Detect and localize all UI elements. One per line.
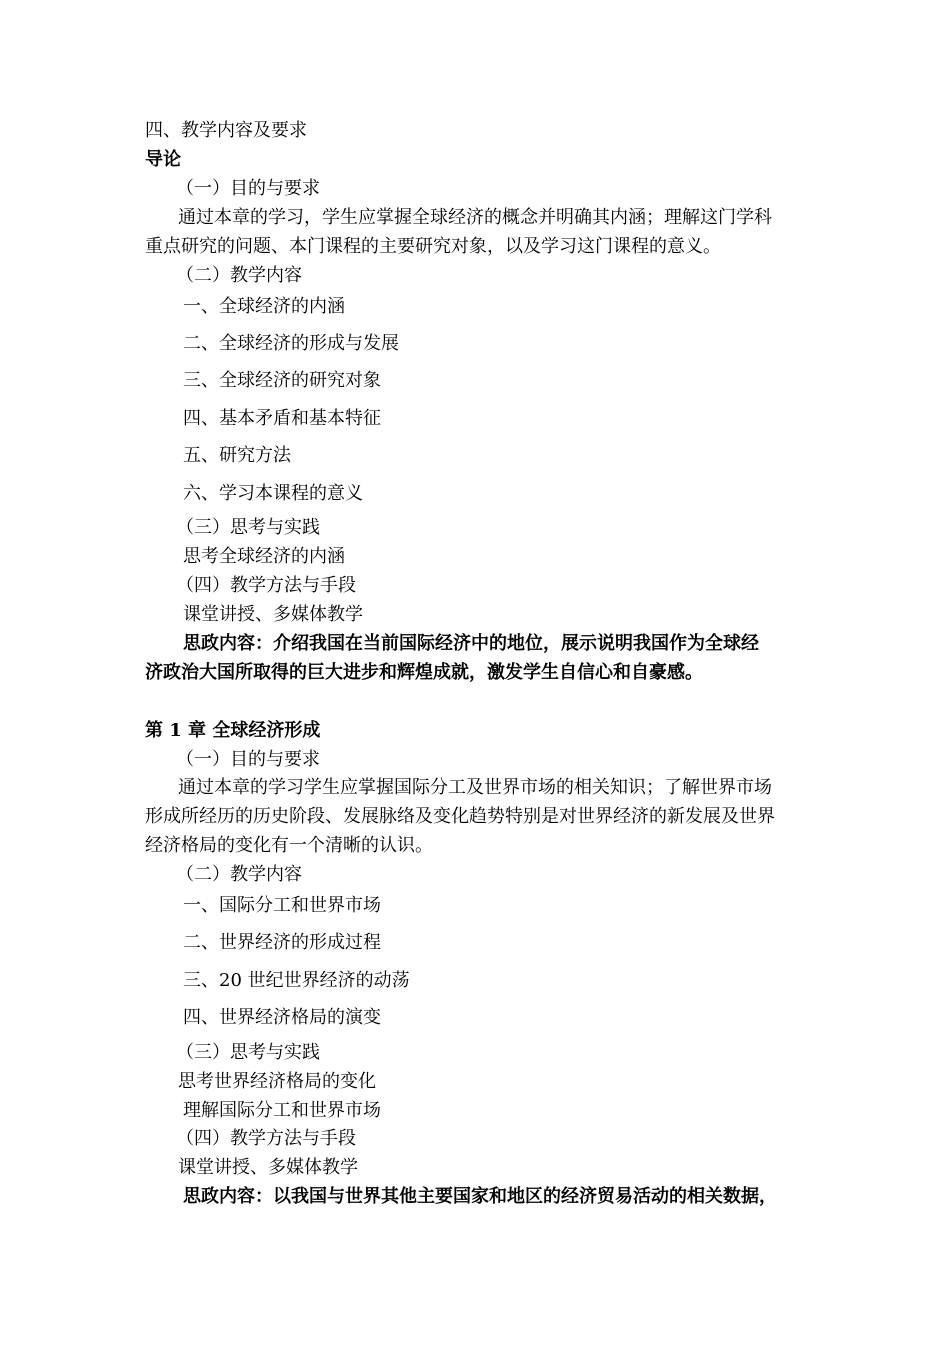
intro-method-text: 课堂讲授、多媒体教学: [183, 604, 363, 625]
intro-item: 四、基本矛盾和基本特征: [183, 408, 381, 429]
chapter1-ideology-1: 思政内容：以我国与世界其他主要国家和地区的经济贸易活动的相关数据，: [183, 1186, 777, 1207]
intro-goal-heading: （一）目的与要求: [176, 178, 320, 199]
chapter1-goal-text-2: 形成所经历的历史阶段、发展脉络及变化趋势特别是对世界经济的新发展及世界: [145, 806, 775, 827]
chapter1-goal-heading: （一）目的与要求: [176, 749, 320, 770]
chapter1-practice-text-1: 思考世界经济格局的变化: [178, 1071, 376, 1092]
intro-goal-text-2: 重点研究的问题、本门课程的主要研究对象，以及学习这门课程的意义。: [145, 236, 721, 257]
intro-practice-text: 思考全球经济的内涵: [183, 546, 345, 567]
chapter1-method-text: 课堂讲授、多媒体教学: [178, 1157, 358, 1178]
chapter1-content-heading: （二）教学内容: [176, 864, 302, 885]
intro-method-heading: （四）教学方法与手段: [176, 575, 356, 596]
chapter1-goal-text-3: 经济格局的变化有一个清晰的认识。: [145, 835, 433, 856]
intro-content-heading: （二）教学内容: [176, 265, 302, 286]
intro-item: 三、全球经济的研究对象: [183, 370, 381, 391]
chapter1-item: 一、国际分工和世界市场: [183, 895, 381, 916]
intro-ideology-2: 济政治大国所取得的巨大进步和辉煌成就，激发学生自信心和自豪感。: [145, 662, 703, 683]
chapter1-item: 二、世界经济的形成过程: [183, 932, 381, 953]
intro-item: 二、全球经济的形成与发展: [183, 333, 399, 354]
chapter1-item: 四、世界经济格局的演变: [183, 1007, 381, 1028]
chapter1-method-heading: （四）教学方法与手段: [176, 1128, 356, 1149]
intro-goal-text-1: 通过本章的学习，学生应掌握全球经济的概念并明确其内涵；理解这门学科: [178, 207, 772, 228]
chapter1-goal-text-1: 通过本章的学习学生应掌握国际分工及世界市场的相关知识；了解世界市场: [178, 777, 772, 798]
chapter1-practice-heading: （三）思考与实践: [176, 1042, 320, 1063]
section-heading: 四、教学内容及要求: [145, 120, 307, 141]
chapter1-practice-text-2: 理解国际分工和世界市场: [183, 1100, 381, 1121]
intro-title: 导论: [145, 149, 181, 170]
intro-item: 一、全球经济的内涵: [183, 296, 345, 317]
intro-practice-heading: （三）思考与实践: [176, 517, 320, 538]
chapter1-title: 第 1 章 全球经济形成: [145, 720, 321, 741]
chapter1-item: 三、20 世纪世界经济的动荡: [183, 970, 410, 991]
intro-item: 五、研究方法: [183, 445, 291, 466]
intro-ideology-1: 思政内容：介绍我国在当前国际经济中的地位，展示说明我国作为全球经: [183, 633, 759, 654]
intro-item: 六、学习本课程的意义: [183, 483, 363, 504]
